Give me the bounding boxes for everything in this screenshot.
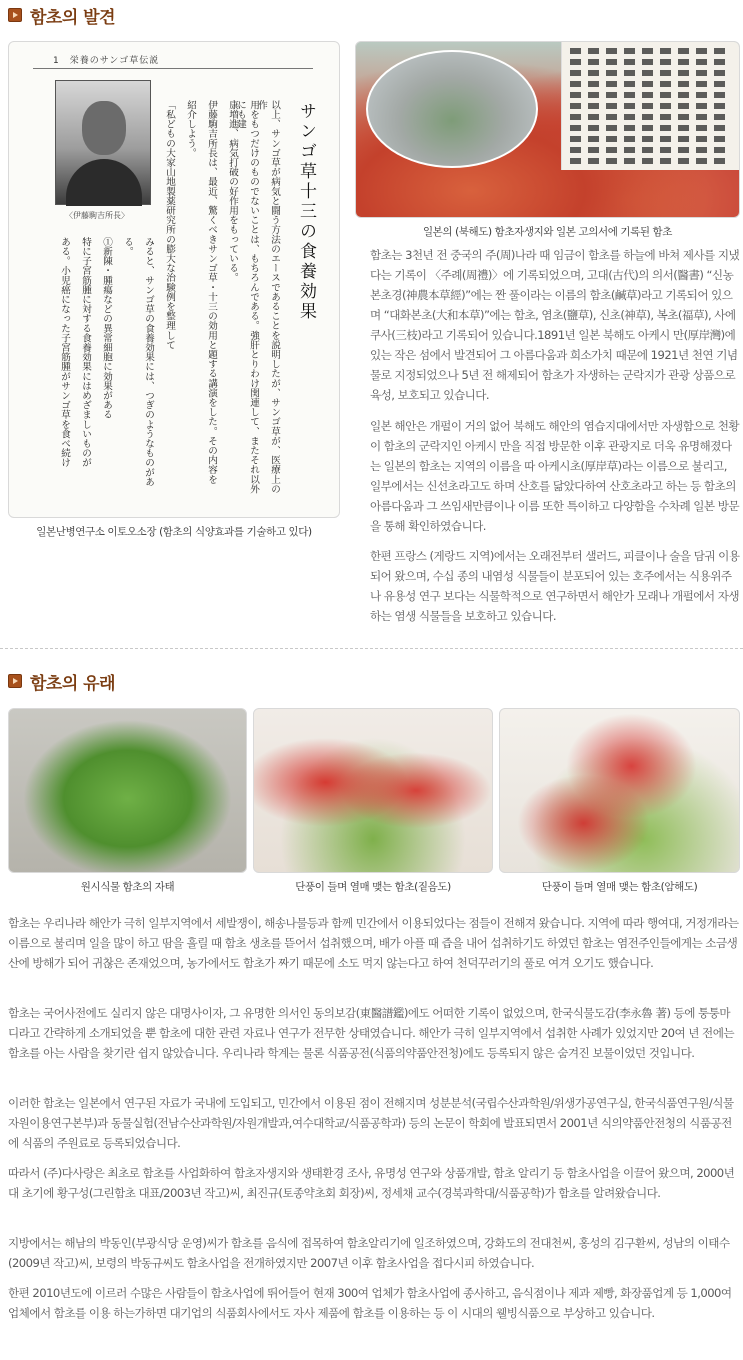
document-text-column: みると、サンゴ草の食養効果には、つぎのようなものがあ <box>143 237 154 487</box>
portrait-photo <box>55 80 151 205</box>
japanese-document-image <box>8 41 340 518</box>
section-bullet-icon <box>8 674 22 688</box>
document-text-column: 康増進、病気打破の好作用をもっている。 <box>227 100 238 283</box>
origin-paragraph-1: 함초는 우리나라 해안가 극히 일부지역에서 세발쟁이, 해송나물등과 함께 민간에서 이용되었다는 점들이 전해져 왔습니다. 지역에 따라 행여대, 거정개라는 이름으로 불리며 일을 많이 하고 땀을 흘릴 때 함초 생초를 뜯어서 섭취했으며, 배가 아플 때 즙을 내어 섭취하기도 하였던 함초는 염전주인들에게는 소금생산에 방해가 되어 귀찮은 존재었으며, 농가에서도 함초가 짜기 때문에 소도 먹지 않는다고 하여 천덕꾸러기의 풀로 여겨 오기도 했습니다. <box>8 916 739 970</box>
document-text-column: ①新陳・腫瘍などの異常細胞に効果がある <box>101 237 112 420</box>
document-text-column: ある。小児癌になった子宮筋腫がサンゴ草を食べ続け <box>59 237 70 468</box>
document-text-column: 紹介しよう。 <box>185 100 196 158</box>
document-vertical-title: サンゴ草十三の食養効果 <box>296 102 316 322</box>
origin-paragraph-2: 함초는 국어사전에도 실리지 않은 대명사이자, 그 유명한 의서인 동의보감(東醫譜鑑)에도 어떠한 기록이 없었으며, 한국식물도감(李永魯 著) 등에 퉁퉁마디라고 간략하게 소개되었을 뿐 함초에 대한 관련 자료나 연구가 전무한 상태였습니다. 해안가 극히 일부지역에서 섭취한 사례가 있었지만 20여 년 전에는 함초를 아는 사람을 찾기란 쉽지 않았습니다. 우리나라 학계는 물론 식품공전(식품의약품안전청)에도 등록되지 않은 숨겨진 보물이었던 것입니다. <box>8 1006 734 1060</box>
document-rule <box>33 68 313 69</box>
document-image-caption: 일본난병연구소 이토오소장 (함초의 식양효과를 기술하고 있다) <box>36 526 312 538</box>
section-bullet-icon <box>8 8 22 22</box>
autumn-photo-1-caption: 단풍이 들며 열매 맺는 함초(짙음도) <box>295 881 451 893</box>
section-divider <box>0 648 743 649</box>
old-text-overlay <box>561 42 740 170</box>
document-text-column: 以上、サンゴ草が病気と闘う方法のエースであることを説明したが、サンゴ草が、医療上の作 <box>256 100 280 494</box>
document-text-column: る。 <box>122 237 133 257</box>
document-text-column: 伊藤駒吉所長は、最近、驚くべきサンゴ草・十三の効用と題する講演をした。その内容を <box>206 100 217 484</box>
hokkaido-photo-caption: 일본의 (북해도) 함초자생지와 일본 고의서에 기록된 함초 <box>422 226 673 238</box>
section-title-origin: 함초의 유래 <box>8 668 115 694</box>
section-title-discovery: 함초의 발견 <box>8 2 115 28</box>
document-header: 1 栄養のサンゴ草伝説 <box>53 56 160 66</box>
document-text-column: 「私どもの大家山地製薬研究所の膨大な治験例を整理して <box>164 100 175 350</box>
green-glasswort-photo <box>8 708 247 873</box>
glasswort-inset-photo <box>366 50 538 168</box>
autumn-glasswort-photo-2 <box>499 708 740 873</box>
origin-paragraph-4: 따라서 (주)다사랑은 최초로 함초를 사업화하여 함초자생지와 생태환경 조사, 유명성 연구와 상품개발, 함초 알리기 등 함초사업을 이끌어 왔으며, 2000년대 초기에 황구성(그린함초 대표/2003년 작고)씨, 최진규(토종약초회 회장)씨, 정세채 교수(경북과학대/식품공학)가 함초를 알려왔습니다. <box>8 1166 735 1200</box>
portrait-caption: 〈伊藤駒吉所長〉 <box>65 211 129 220</box>
autumn-photo-2-caption: 단풍이 들며 열매 맺는 함초(암해도) <box>541 881 698 893</box>
discovery-paragraph-1: 함초는 3천년 전 중국의 주(周)나라 때 임금이 함초를 하늘에 바쳐 제사를 지냈다는 기록이 〈주례(周禮)〉에 기록되었으며, 고대(古代)의 의서(醫書) “신농본초경(神農本草經)”에는 짠 풀이라는 이름의 함초(鹹草)라고 기록되어 있으며 “대화본초(大和本草)”에는 함초, 염초(鹽草), 신초(神草), 복초(福草), 사에쿠사(三枝)라고 기록되어 있습니다.1891년 일본 북해도 아케시 만(厚岸灣)에 있는 작은 섬에서 발견되어 그 아름다움과 희소가치 때문에 1921년 천연 기념물로 지정되었으나 5년 전 해제되어 함초가 자생하는 군락지가 관광 상품으로 육성, 보호되고 있습니다. <box>370 248 740 402</box>
document-text-column: 用をもつだけのものでないことは、もちろんである。強肝とりわけ関連して、またそれ以外にも建 <box>235 100 259 494</box>
origin-paragraph-6: 한편 2010년도에 이르러 수많은 사람들이 함초사업에 뛰어들어 현재 300여 업체가 함초사업에 종사하고, 음식점이나 제과 제빵, 화장품업계 등 1,000여 업체에서 함초를 이용 하는가하면 대기업의 식품회사에서도 자사 제품에 함초를 이용하는 등 이 시대의 웰빙식품으로 부상하고 있습니다. <box>8 1286 732 1320</box>
discovery-paragraph-3: 한편 프랑스 (게랑드 지역)에서는 오래전부터 샐러드, 피클이나 술을 담궈 이용되어 왔으며, 수십 종의 내염성 식물들이 분포되어 있는 호주에서는 식용위주나 유용성 연구 보다는 식물학적으로 연구하면서 해안가 모래나 개펄에서 자생하는 염생 식물들을 보호하고 있습니다. <box>370 549 740 623</box>
origin-paragraph-5: 지방에서는 해남의 박동인(부광식당 운영)씨가 함초를 음식에 접목하여 함초알리기에 일조하였으며, 강화도의 전대천씨, 홍성의 김구환씨, 성남의 이태수(2009년 작고)씨, 보령의 박동규씨도 함초사업을 전개하였지만 2007년 이후 함초사업을 접다시피 하였습니다. <box>8 1236 730 1270</box>
hokkaido-glasswort-photo <box>355 41 740 218</box>
autumn-glasswort-photo-1 <box>253 708 493 873</box>
origin-paragraph-3: 이러한 함초는 일본에서 연구된 자료가 국내에 도입되고, 민간에서 이용된 점이 전해지며 성분분석(국립수산과학원/위생가공연구실, 한국식품연구원/식물자원이용연구본부)과 동물실험(전남수산과학원/자원개발과,여수대학교/식품공학과) 등의 논문이 학회에 발표되면서 2001년 식의약품안전청의 식품공전에 식품의 주원료로 등록되었습니다. <box>8 1096 734 1150</box>
discovery-paragraph-2: 일본 해안은 개펄이 거의 없어 북해도 해안의 염습지대에서만 자생함으로 천황이 함초의 군락지인 아케시 만을 직접 방문한 이후 관광지로 더욱 유명해졌다는 일본의 함초는 지역의 이름을 따 아케시초(厚岸草)라는 이름으로 불리고, 일부에서는 신선초라고도 하며 산호를 닮았다하여 산호초라고 하는 등 함초의 아름다움과 그 쓰임새만큼이나 이름 또한 특이하고 다양함을 수차례 일본 방문을 통해 확인하였습니다. <box>370 419 740 533</box>
green-photo-caption: 원시식물 함초의 자태 <box>80 881 175 893</box>
document-text-column: 特に子宮筋腫に対する食養効果にはめざましいものが <box>80 237 91 468</box>
